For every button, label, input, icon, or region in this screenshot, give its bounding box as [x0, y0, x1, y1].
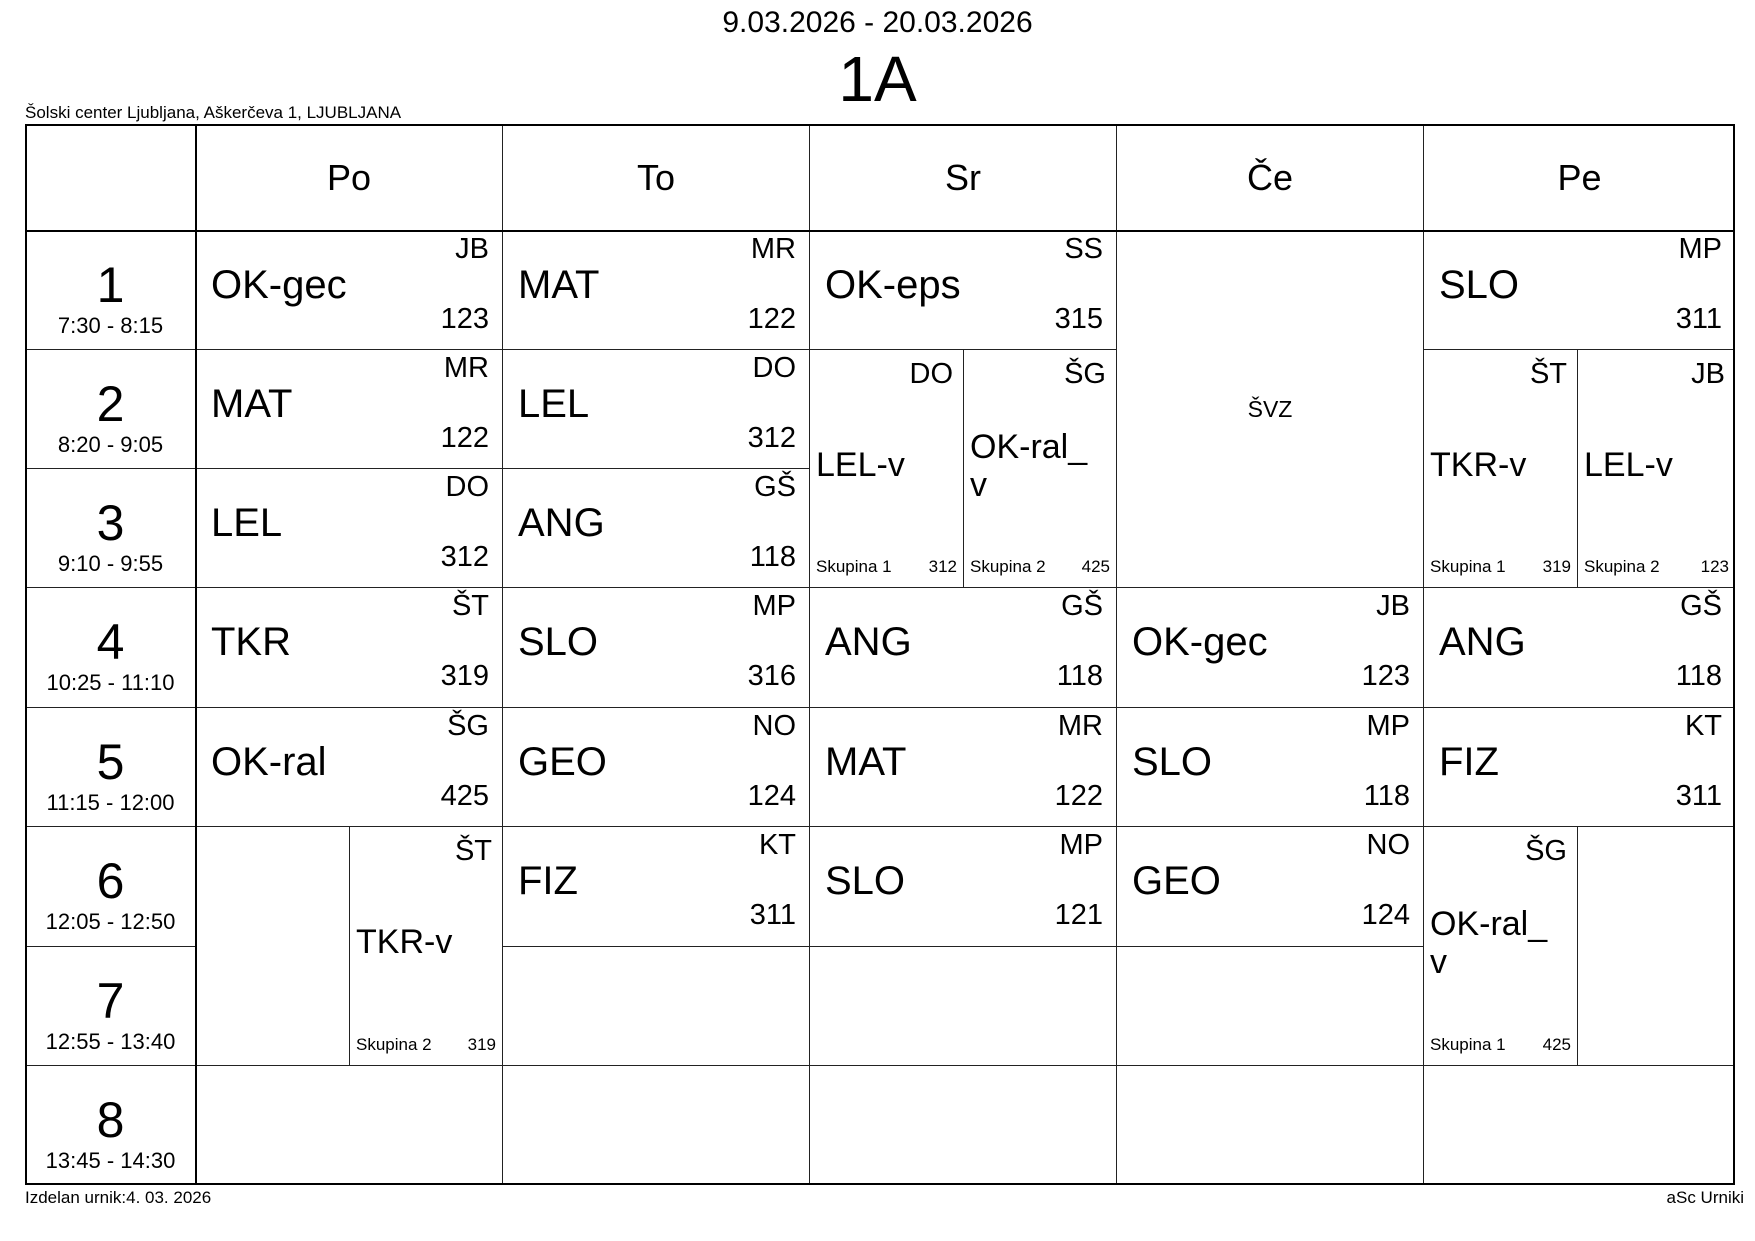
- subject: SLO: [1439, 263, 1520, 307]
- teacher-code: DO: [752, 352, 796, 384]
- empty-cell: [1423, 1065, 1735, 1185]
- group-name: Skupina 1: [816, 557, 892, 576]
- subject: ANG: [1439, 620, 1526, 664]
- group-lesson-pe-2-3-a: [1423, 349, 1577, 587]
- lesson-to-1: [502, 230, 809, 349]
- lesson-sr-6: [809, 826, 1116, 946]
- teacher-code: JB: [455, 233, 489, 265]
- period-number: 1: [96, 257, 125, 313]
- empty-cell: [1577, 826, 1735, 1065]
- room-number: 311: [1675, 780, 1722, 812]
- subject: LEL: [211, 501, 283, 545]
- period-time: 7:30 - 8:15: [57, 313, 164, 338]
- period-1: [25, 230, 195, 349]
- teacher-code: MP: [1059, 829, 1103, 861]
- subject: OK-gec: [1132, 620, 1268, 664]
- room-number: 123: [1700, 557, 1729, 576]
- subject: SLO: [1132, 740, 1213, 784]
- subject: MAT: [518, 263, 600, 307]
- group-lesson-sr-2-3-a: [809, 349, 963, 587]
- subject: TKR-v: [1430, 446, 1527, 484]
- empty-cell: [1116, 1065, 1423, 1185]
- teacher-code: NO: [1366, 829, 1410, 861]
- date-range: 9.03.2026 - 20.03.2026: [722, 6, 1033, 39]
- lesson-ce-4: [1116, 587, 1423, 707]
- subject: TKR: [211, 620, 291, 664]
- group-name: Skupina 1: [1430, 1035, 1506, 1054]
- empty-cell: [502, 1065, 809, 1185]
- day-header-pe: Pe: [1423, 124, 1735, 230]
- empty-cell: [1116, 946, 1423, 1065]
- lesson-ce-5: [1116, 707, 1423, 826]
- period-5: [25, 707, 195, 826]
- teacher-code: ŠT: [454, 835, 492, 867]
- header-divider: [25, 230, 1735, 232]
- school-name: Šolski center Ljubljana, Aškerčeva 1, LJUBLJANA: [25, 103, 402, 122]
- room-number: 123: [440, 303, 489, 335]
- teacher-code: DO: [445, 471, 489, 503]
- room-number: 118: [1056, 660, 1103, 692]
- empty-cell: [195, 1065, 502, 1185]
- class-title: 1A: [838, 43, 917, 115]
- group-name: Skupina 2: [970, 557, 1046, 576]
- subject: MAT: [825, 740, 907, 784]
- period-6: [25, 826, 195, 946]
- room-number: 311: [749, 899, 796, 931]
- period-number: 4: [96, 614, 125, 670]
- group-lesson-sr-2-3-b: [963, 349, 1116, 587]
- teacher-code: SS: [1064, 233, 1103, 265]
- lesson-sr-4: [809, 587, 1116, 707]
- teacher-code: ŠG: [447, 710, 489, 742]
- room-number: 118: [749, 541, 796, 573]
- period-number: 5: [96, 734, 125, 790]
- room-number: 312: [440, 541, 489, 573]
- lesson-pe-4: [1423, 587, 1735, 707]
- period-number: 7: [96, 973, 125, 1029]
- group-name: Skupina 1: [1430, 557, 1506, 576]
- room-number: 124: [747, 780, 796, 812]
- room-number: 122: [1054, 780, 1103, 812]
- room-number: 312: [928, 557, 957, 576]
- lesson-to-3: [502, 468, 809, 587]
- teacher-code: NO: [752, 710, 796, 742]
- subject: OK-gec: [211, 263, 347, 307]
- day-header-sr: Sr: [809, 124, 1116, 230]
- period-time: 10:25 - 11:10: [46, 670, 175, 695]
- group-lesson-pe-6-7: [1423, 826, 1577, 1065]
- empty-cell: [195, 826, 349, 1065]
- room-number: 122: [440, 422, 489, 454]
- room-number: 122: [747, 303, 796, 335]
- day-header-ce: Če: [1116, 124, 1423, 230]
- room-number: 425: [1081, 557, 1110, 576]
- period-number: 6: [96, 853, 125, 909]
- period-number: 3: [96, 495, 125, 551]
- teacher-code: MR: [443, 352, 489, 384]
- subject: ANG: [825, 620, 912, 664]
- teacher-code: GŠ: [1061, 590, 1103, 622]
- teacher-code: DO: [909, 358, 953, 390]
- period-8: [25, 1065, 195, 1185]
- teacher-code: GŠ: [754, 471, 796, 503]
- lesson-to-6: [502, 826, 809, 946]
- teacher-code: MR: [1057, 710, 1103, 742]
- subject: LEL-v: [1584, 446, 1673, 484]
- period-3: [25, 468, 195, 587]
- lesson-pe-5: [1423, 707, 1735, 826]
- subject: SLO: [518, 620, 599, 664]
- teacher-code: KT: [1684, 710, 1722, 742]
- teacher-code: GŠ: [1680, 590, 1722, 622]
- subject: OK-ral_ v: [1430, 905, 1548, 981]
- lesson-sr-5: [809, 707, 1116, 826]
- subject: GEO: [518, 740, 607, 784]
- period-7: [25, 946, 195, 1065]
- subject: LEL: [518, 382, 590, 426]
- empty-cell: [502, 946, 809, 1065]
- timetable-grid: [25, 124, 1735, 1185]
- lesson-to-2: [502, 349, 809, 468]
- subject: OK-ral: [211, 740, 327, 784]
- group-lesson-pe-2-3-b: [1577, 349, 1735, 587]
- room-number: 315: [1054, 303, 1103, 335]
- room-number: 118: [1363, 780, 1410, 812]
- subject: TKR-v: [356, 923, 453, 961]
- period-time: 12:05 - 12:50: [45, 909, 176, 934]
- teacher-code: JB: [1376, 590, 1410, 622]
- room-number: 316: [747, 660, 796, 692]
- room-number: 124: [1361, 899, 1410, 931]
- lesson-to-4: [502, 587, 809, 707]
- room-number: 312: [747, 422, 796, 454]
- teacher-code: KT: [758, 829, 796, 861]
- room-number: 311: [1675, 303, 1722, 335]
- lesson-po-3: [195, 468, 502, 587]
- created-date: Izdelan urnik:4. 03. 2026: [25, 1188, 212, 1207]
- group-name: Skupina 2: [356, 1035, 432, 1054]
- room-number: 123: [1361, 660, 1410, 692]
- subject: OK-eps: [825, 263, 961, 307]
- period-2: [25, 349, 195, 468]
- period-time: 13:45 - 14:30: [45, 1148, 176, 1173]
- subject: LEL-v: [816, 446, 905, 484]
- room-number: 425: [1542, 1035, 1571, 1054]
- teacher-code: MP: [1678, 233, 1722, 265]
- period-time: 12:55 - 13:40: [45, 1029, 176, 1054]
- empty-cell: [809, 1065, 1116, 1185]
- subject: MAT: [211, 382, 293, 426]
- room-number: 319: [467, 1035, 496, 1054]
- period-number: 2: [96, 376, 125, 432]
- subject: FIZ: [1439, 740, 1499, 784]
- subject: GEO: [1132, 859, 1221, 903]
- teacher-code: ŠT: [1529, 358, 1567, 390]
- group-name: Skupina 2: [1584, 557, 1660, 576]
- teacher-code: ŠG: [1064, 358, 1106, 390]
- period-time: 9:10 - 9:55: [57, 551, 164, 576]
- day-header-to: To: [502, 124, 809, 230]
- teacher-code: JB: [1691, 358, 1725, 390]
- period-4: [25, 587, 195, 707]
- room-number: 319: [1542, 557, 1571, 576]
- period-time: 11:15 - 12:00: [46, 790, 175, 815]
- subject: SLO: [825, 859, 906, 903]
- lesson-pe-1: [1423, 230, 1735, 349]
- subject: ANG: [518, 501, 605, 545]
- day-header-po: Po: [195, 124, 502, 230]
- period-number: 8: [96, 1092, 125, 1148]
- room-number: 121: [1054, 899, 1103, 931]
- teacher-code: MP: [752, 590, 796, 622]
- corner-cell: [25, 124, 195, 230]
- lesson-sr-1: [809, 230, 1116, 349]
- lesson-to-5: [502, 707, 809, 826]
- room-number: 425: [440, 780, 489, 812]
- lesson-po-5: [195, 707, 502, 826]
- lesson-po-4: [195, 587, 502, 707]
- subject: OK-ral_ v: [970, 428, 1088, 504]
- period-time: 8:20 - 9:05: [57, 432, 164, 457]
- lesson-po-1: [195, 230, 502, 349]
- teacher-code: ŠG: [1525, 835, 1567, 867]
- teacher-code: MP: [1366, 710, 1410, 742]
- group-lesson-po-6-7: [349, 826, 502, 1065]
- lesson-po-2: [195, 349, 502, 468]
- lesson-ce-6: [1116, 826, 1423, 946]
- period-column-divider: [195, 124, 197, 1185]
- teacher-code: MR: [750, 233, 796, 265]
- software-credit: aSc Urniki: [1666, 1188, 1744, 1207]
- special-block-ce-1-3: ŠVZ: [1116, 230, 1423, 587]
- room-number: 118: [1675, 660, 1722, 692]
- empty-cell: [809, 946, 1116, 1065]
- subject: FIZ: [518, 859, 578, 903]
- room-number: 319: [440, 660, 489, 692]
- teacher-code: ŠT: [451, 590, 489, 622]
